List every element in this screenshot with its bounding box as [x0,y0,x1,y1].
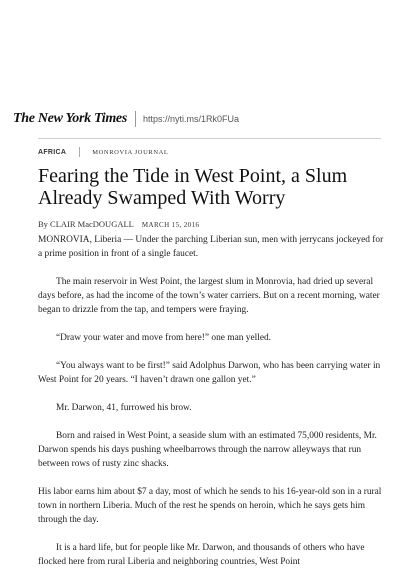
paragraph: It is a hard life, but for people like Mr. Darwon, and thousands of others who have flocked here from rural Liberia and neighboring countries, West Point [38,543,365,567]
headline: Fearing the Tide in West Point, a Slum Already Swamped With Worry [38,165,348,209]
article-body [38,233,384,583]
section-divider [79,147,80,157]
publish-date: MARCH 15, 2016 [141,221,200,229]
paragraph: MONROVIA, Liberia — Under the parching Liberian sun, men with jerrycans jockeyed for a prime position in front of a single faucet. [38,235,384,259]
section-label[interactable]: AFRICA [38,148,67,156]
column-label[interactable]: MONROVIA JOURNAL [92,148,169,156]
nyt-logo[interactable]: The New York Times [13,111,127,126]
paragraph: Mr. Darwon, 41, furrowed his brow. [56,403,192,413]
paragraph: The main reservoir in West Point, the largest slum in Monrovia, had dried up several days before, as had the income of the town’s water carriers. But on a recent morning, water began to drizzle from the tap, and tempers were fraying. [38,277,380,315]
author: By CLAIR MacDOUGALL [38,219,134,229]
paragraph: Born and raised in West Point, a seaside slum with an estimated 75,000 residents, Mr. Darwon spends his days pushing wheelbarrows through the narrow alleyways that run between rows of rusty zinc shacks. [38,431,377,469]
short-url-link[interactable]: https://nyti.ms/1Rk0FUa [142,114,240,124]
top-rule [38,138,381,139]
masthead [13,110,239,128]
masthead-divider [135,111,136,127]
paragraph: “You always want to be first!” said Adolphus Darwon, who has been carrying water in West Point for 20 years. “I haven’t drawn one gallon yet.” [38,361,381,385]
paragraph: His labor earns him about $7 a day, most of which he sends to his 16-year-old son in a rural town in northern Liberia. Much of the rest he spends on heroin, which he says gets him through the day. [38,487,382,525]
byline [38,219,199,229]
section-line [38,147,168,157]
paragraph: “Draw your water and move from here!” one man yelled. [56,333,272,343]
